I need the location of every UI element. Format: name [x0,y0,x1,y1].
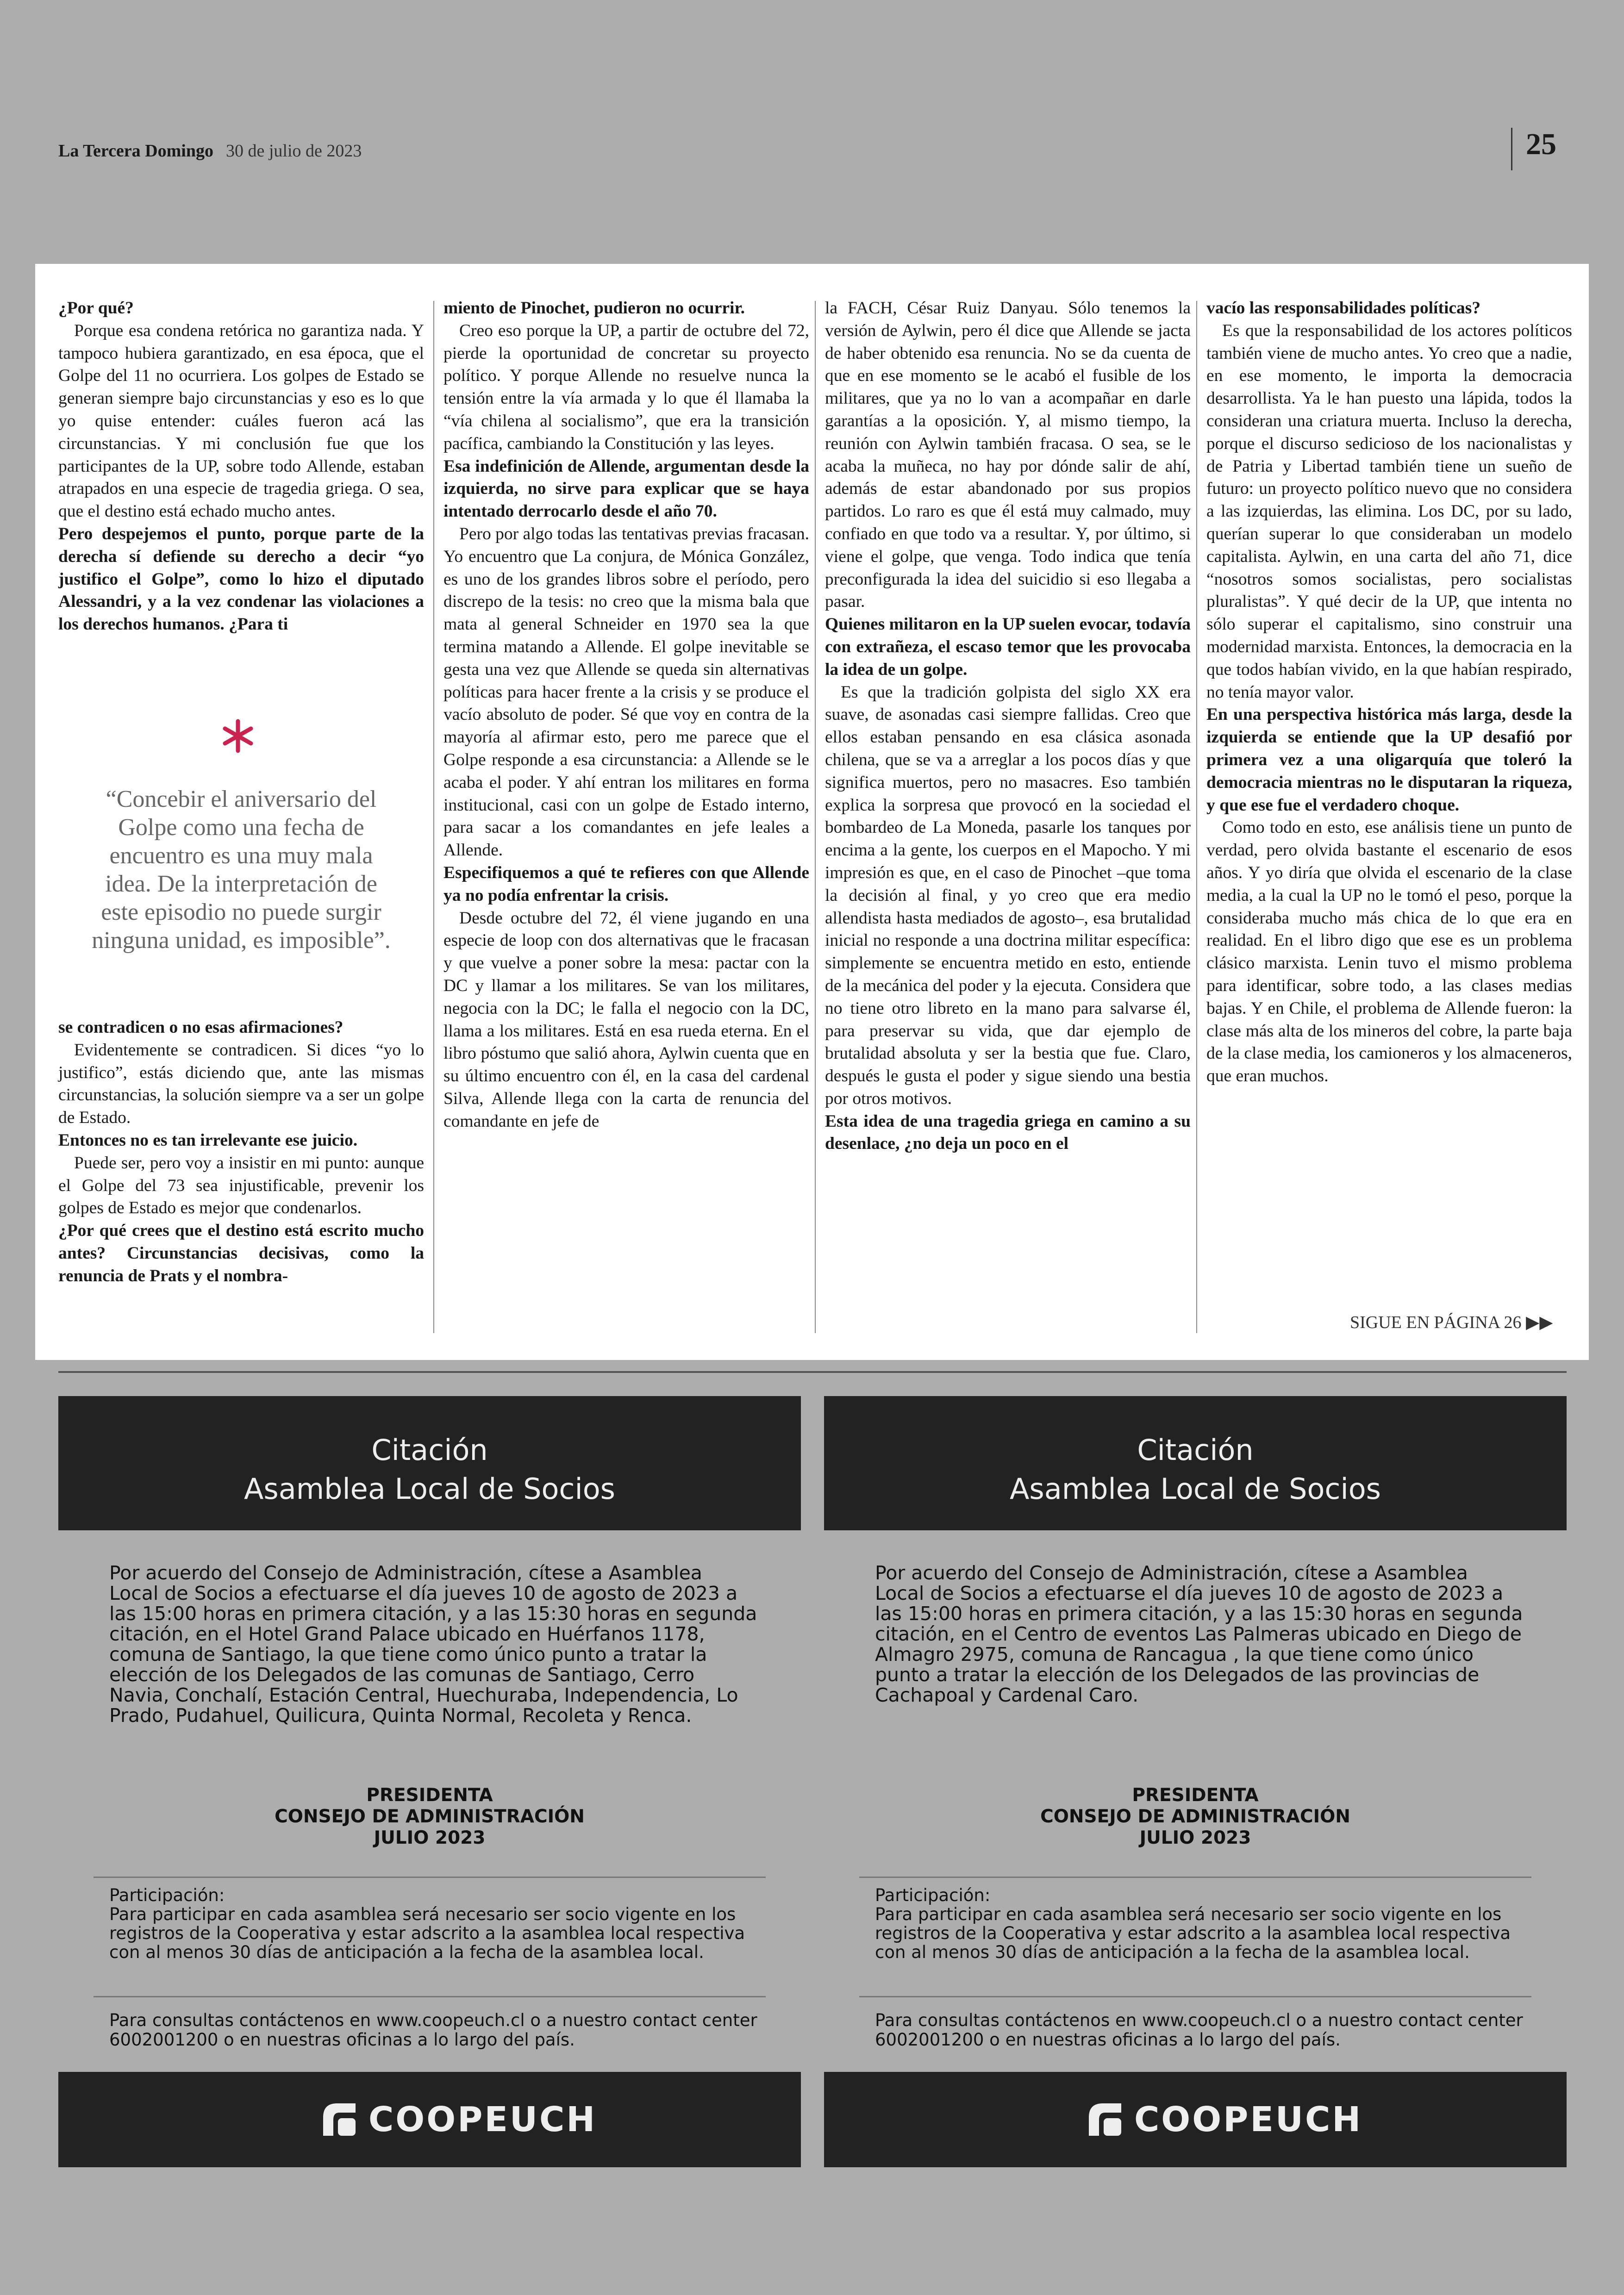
ad-header [58,1396,801,1530]
ad-participation [109,1886,767,1962]
coopeuch-logo[interactable] [319,2096,597,2142]
ad-participation-title: Participación: [109,1885,225,1905]
publication-name: La Tercera Domingo [58,141,213,161]
ad-contact: Para consultas contáctenos en www.coopeuch.cl o a nuestro contact center 6002001200 o en nuestras oficinas a lo largo del país. [109,2010,757,2050]
ad-participation-title: Participación: [875,1885,991,1905]
coopeuch-ad-left [58,1396,801,2167]
interview-question: Especifiquemos a qué te refieres con que Allende ya no podía enfrentar la crisis. [443,863,809,905]
article-column-3 [825,297,1191,1155]
ad-body: Por acuerdo del Consejo de Administración, cítese a Asamblea Local de Socios a efectuarse el día jueves 10 de agosto de 2023 a las 15:00 horas en primera citación, y a las 15:30 horas en segunda citación, en el Centro de eventos Las Palmeras ubicado en Diego de Almagro 2975, comuna de Rancagua , la que tiene como único punto a tratar la elección de los Delegados de las provincias de Cachapoal y Cardenal Caro. [875,1562,1523,1706]
interview-question: Pero despejemos el punto, porque parte de la derecha sí defiende su derecho a decir “yo justifico el Golpe”, como lo hizo el diputado Alessandri, y a la vez condenar las violaciones a los derechos humanos. ¿Para ti [58,524,424,634]
article-column-1 [58,297,424,636]
interview-question: se contradicen o no esas afirmaciones? [58,1018,344,1037]
interview-answer: Porque esa condena retórica no garantiza nada. Y tampoco hubiera garantizado, en esa época, que el Golpe del 11 no ocurriera. Los golpes de Estado se generan siempre bajo circunstancias y eso es lo que yo quise entender: cuáles fueron acá las circunstancias. Y mi conclusión fue que los participantes de la UP, sobre todo Allende, estaban atrapados en una especie de tragedia griega. O sea, que el destino está echado mucho antes. [58,321,424,521]
coopeuch-logo[interactable] [1084,2096,1363,2142]
ad-subtitle: Asamblea Local de Socios [244,1472,615,1506]
ad-header [824,1396,1567,1530]
interview-answer: Como todo en esto, ese análisis tiene un punto de verdad, pero olvida bastante el escenario de esos años. Y yo diría que olvida el escenario de la clase media, a la cual la UP no le tomó el peso, porque la consideraba mucho más chica de lo que era en realidad. En el libro digo que ese es un problema clásico marxista. Lenin tuvo el mismo problema para identificar, sobre todo, a las clases medias bajas. Y en Chile, el problema de Allende fueron: la clase más alta de los mineros del cobre, la parte baja de la clase media, los camioneros y los almaceneros, que eran muchos. [1206,818,1572,1086]
continue-link[interactable]: SIGUE EN PÁGINA 26 ▶▶ [1350,1313,1553,1332]
interview-answer: Pero por algo todas las tentativas previas fracasan. Yo encuentro que La conjura, de Mónica González, es uno de los grandes libros sobre el período, pero discrepo de la tesis: no creo que la misma bala que mata al general Schneider en 1970 sea la que termina matando a Allende. El golpe inevitable se gesta una vez que Allende se queda sin alternativas políticas para hacer frente a la crisis y se produce el vacío absoluto de poder. Sé que voy en contra de la mayoría al afirmar esto, pero me parece que el Golpe responde a esa circunstancia: a Allende se le acaba el poder. Y ahí entran los militares en forma institucional, casi con un golpe de Estado interno, para sacar a los comandantes en jefe leales a Allende. [443,524,809,860]
pull-quote: “Concebir el aniversario del Golpe como una fecha de encuentro es una muy mala idea. De la interpretación de este episodio no puede surgir ninguna unidad, es imposible”. [92,786,391,954]
column-divider [815,301,816,1333]
interview-answer: Creo eso porque la UP, a partir de octubre del 72, pierde la oportunidad de concretar su proyecto político. Y porque Allende no resuelve nunca la tensión entre la vía armada y lo que él llamaba la “vía chilena al socialismo”, que era la transición pacífica, cambiando la Constitución y las leyes. [443,321,809,453]
asterisk-icon [219,717,256,755]
interview-answer: Desde octubre del 72, él viene jugando en una especie de loop con dos alternativas que le fracasan y que vuelve a poner sobre la mesa: pactar con la DC y llamar a los militares. Se van los militares, negocia con la DC; le falla el negocio con la DC, llama a los militares. Está en esa rueda eterna. En el libro póstumo que salió ahora, Aylwin cuenta que en su último encuentro con él, en la casa del cardenal Silva, Allende llega con la carta de renuncia del comandante en jefe de [443,908,809,1131]
ad-contact: Para consultas contáctenos en www.coopeuch.cl o a nuestro contact center 6002001200 o en nuestras oficinas a lo largo del país. [875,2010,1523,2050]
page-number: 25 [1526,127,1556,161]
ad-body: Por acuerdo del Consejo de Administración, cítese a Asamblea Local de Socios a efectuarse el día jueves 10 de agosto de 2023 a las 15:00 horas en primera citación, y a las 15:30 horas en segunda citación, en el Hotel Grand Palace ubicado en Huérfanos 1178, comuna de Santiago, la que tiene como único punto a tratar la elección de los Delegados de las comunas de Santiago, Cerro Navia, Conchalí, Estación Central, Huechuraba, Independencia, Lo Prado, Pudahuel, Quilicura, Quinta Normal, Recoleta y Renca. [109,1562,757,1727]
column-divider [433,301,434,1333]
interview-question: Esa indefinición de Allende, argumentan desde la izquierda, no sirve para explicar que se haya intentado derrocarlo desde el año 70. [443,456,809,521]
coopeuch-wordmark: COOPEUCH [1134,2100,1363,2139]
ad-participation-text: Para participar en cada asamblea será necesario ser socio vigente en los registros de la Cooperativa y estar adscrito a la asamblea local respectiva con al menos 30 días de anticipación a la fecha de la asamblea local. [109,1904,745,1962]
interview-question: Entonces no es tan irrelevante ese juicio. [58,1130,358,1150]
section-divider [58,1371,1567,1373]
ad-divider [859,1996,1531,1997]
ad-signature [58,1785,801,1849]
publication-date: 30 de julio de 2023 [226,141,362,161]
article-column-1-bottom [58,1017,424,1288]
ad-footer [58,2072,801,2167]
ad-participation-text: Para participar en cada asamblea será necesario ser socio vigente en los registros de la Cooperativa y estar adscrito a la asamblea local respectiva con al menos 30 días de anticipación a la fecha de la asamblea local. [875,1904,1511,1962]
interview-question: Quienes militaron en la UP suelen evocar, todavía con extrañeza, el escaso temor que les provocaba la idea de un golpe. [825,615,1191,679]
interview-question: ¿Por qué crees que el destino está escrito mucho antes? Circunstancias decisivas, como la renuncia de Prats y el nombra- [58,1221,424,1285]
ad-title: Citación [371,1433,488,1467]
interview-answer: la FACH, César Ruiz Danyau. Sólo tenemos la versión de Aylwin, pero él dice que Allende se jacta de haber obtenido esa renuncia. No se da cuenta de que en ese momento se le acabó el fusible de los militares, que ya no lo van a acompañar en darle garantías a la oposición. Y, al mismo tiempo, la reunión con Aylwin también fracasa. O sea, se le acaba la muñeca, no hay por dónde salir de ahí, además de estar abandonado por sus propios partidos. Lo raro es que él está muy calmado, muy confiado en que todo va a resultar. Y, por último, si viene el golpe, que venga. Todo indica que tenía preconfigurada la idea del suicidio si eso llegaba a pasar. [825,299,1191,611]
ad-subtitle: Asamblea Local de Socios [1010,1472,1381,1506]
ad-divider [859,1877,1531,1878]
interview-answer: Puede ser, pero voy a insistir en mi punto: aunque el Golpe del 73 sea injustificable, prevenir los golpes de Estado es mejor que condenarlos. [58,1153,424,1218]
interview-answer: Es que la responsabilidad de los actores políticos también viene de mucho antes. Yo creo que a nadie, en ese momento, le importa la democracia desarrollista. Ya le han puesto una lápida, todos la consideran una criatura muerta. Incluso la derecha, porque el discurso sedicioso de los nacionalistas y de Patria y Libertad también tiene un sueño de futuro: un proyecto político nuevo que no considera a las izquierdas, las elimina. Los DC, por su lado, querían superar lo que consideraban un modelo capitalista. Aylwin, en una carta del año 71, dice “nosotros somos socialistas, pero socialistas pluralistas”. Y qué decir de la UP, que intenta no sólo superar el capitalismo, sino construir una modernidad marxista. Entonces, la democracia en la que todos habían vivido, en la que habían respirado, no tenía mayor valor. [1206,321,1572,702]
ad-divider [94,1996,766,1997]
interview-answer: Evidentemente se contradicen. Si dices “yo lo justifico”, estás diciendo que, ante las mismas circunstancias, la solución siempre va a ser un golpe de Estado. [58,1040,424,1128]
interview-article [35,264,1589,1360]
page-header [58,124,1567,175]
coopeuch-ad-right [824,1396,1567,2167]
interview-question: Esta idea de una tragedia griega en camino a su desenlace, ¿no deja un poco en el [825,1111,1191,1154]
ad-signature-line: CONSEJO DE ADMINISTRACIÓN [275,1806,585,1827]
coopeuch-logo-icon [1084,2099,1126,2140]
ad-footer [824,2072,1567,2167]
ad-signature-line: JULIO 2023 [1139,1827,1251,1848]
ad-participation [875,1886,1532,1962]
interview-question: vacío las responsabilidades políticas? [1206,299,1481,318]
coopeuch-logo-icon [319,2099,360,2140]
article-column-4 [1206,297,1572,1088]
interview-question: miento de Pinochet, pudieron no ocurrir. [443,299,745,318]
coopeuch-wordmark: COOPEUCH [369,2100,597,2139]
ad-signature-line: PRESIDENTA [366,1785,493,1806]
interview-question: En una perspectiva histórica más larga, desde la izquierda se entiende que la UP desafió por primera vez a una oligarquía que toleró la democracia mientras no le disputaran la riqueza, y que ese fue el verdadero choque. [1206,705,1572,815]
interview-answer: Es que la tradición golpista del siglo XX era suave, de asonadas casi siempre fallidas. Creo que ellos estaban pensando en esa clásica asonada chilena, que se va a arreglar a los pocos días y que significa muertos, pero no masacres. Eso también explica la sorpresa que provocó en la sociedad el bombardeo de La Moneda, pasarle los tanques por encima a la gente, los cuerpos en el Mapocho. Y mi impresión es que, en el caso de Pinochet –que toma la decisión al final, y yo creo que era medio allendista hasta mediados de agosto–, esa brutalidad inicial no responde a una doctrina militar específica: simplemente se encuentra metido en esto, entiende de la mecánica del poder y la ejecuta. Considera que no tiene otro libreto en la mano para salvarse él, para preservar su vida, que dar ejemplo de brutalidad absoluta y ser la bestia que fue. Claro, después le gusta el poder y sigue siendo una bestia por otros motivos. [825,682,1191,1108]
ad-signature-line: CONSEJO DE ADMINISTRACIÓN [1040,1806,1350,1827]
article-column-2 [443,297,809,1133]
ad-signature-line: JULIO 2023 [374,1827,486,1848]
column-divider [1196,301,1197,1333]
header-divider [1511,128,1512,170]
ad-title: Citación [1137,1433,1254,1467]
ad-divider [94,1877,766,1878]
ad-signature [824,1785,1567,1849]
ad-signature-line: PRESIDENTA [1132,1785,1259,1806]
interview-question: ¿Por qué? [58,299,134,318]
